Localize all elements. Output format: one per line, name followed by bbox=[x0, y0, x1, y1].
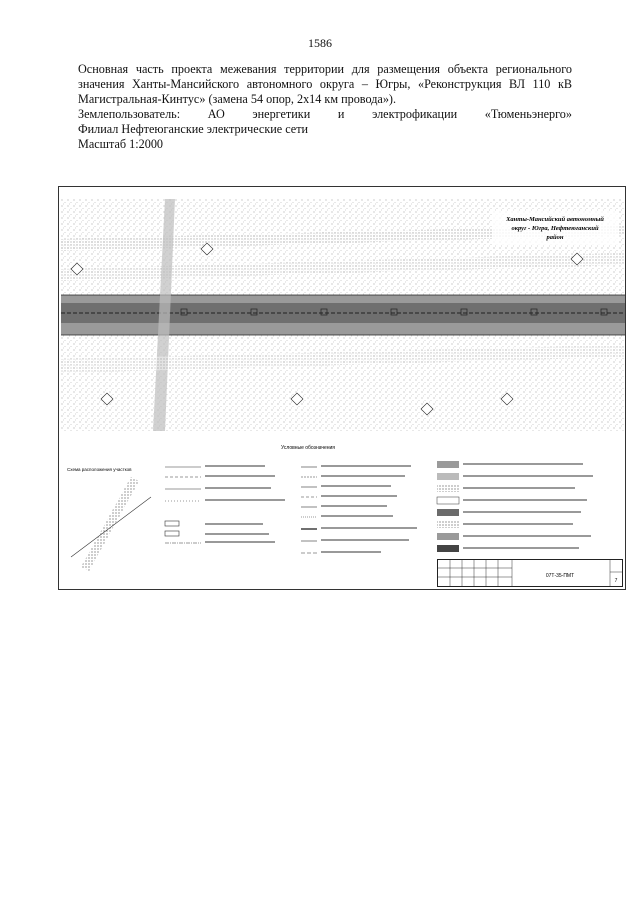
stamp-sheet-number: 7 bbox=[614, 578, 618, 584]
branch-line: Филиал Нефтеюганские электрические сети bbox=[78, 122, 309, 136]
title-line-3: Магистральная-Кинтус» (замена 54 опор, 2х14 км провода»). bbox=[78, 92, 397, 106]
location-scheme-line bbox=[71, 497, 151, 557]
region-label-line: округ - Югра, Нефтеюганский bbox=[511, 225, 599, 232]
legend-column-3-text bbox=[463, 463, 593, 549]
location-scheme-strip bbox=[81, 477, 139, 571]
land-user-word: энергетики bbox=[252, 107, 311, 121]
stamp-code: 07Т-35-ПМТ bbox=[545, 573, 575, 579]
legend-column-2-text bbox=[321, 465, 417, 553]
land-user-word: Землепользователь: bbox=[78, 107, 181, 121]
title-line-2: значения Ханты-Мансийского автономного округа – Югры, «Реконструкция ВЛ 110 кВ bbox=[78, 77, 572, 91]
legend-column-1-text bbox=[205, 465, 285, 543]
legend-title: Условные обозначения bbox=[281, 445, 336, 451]
region-label-line: Ханты-Мансийский автономный bbox=[506, 216, 604, 223]
land-user-line bbox=[78, 107, 572, 122]
land-user-word: электрофикации bbox=[372, 107, 458, 121]
drawing-frame bbox=[58, 186, 626, 590]
land-user-word: АО bbox=[207, 107, 225, 121]
scheme-title: Схема расположения участков bbox=[67, 467, 132, 472]
region-label-line: район bbox=[546, 234, 564, 241]
title-stamp bbox=[437, 559, 623, 587]
legend-column-1 bbox=[165, 467, 201, 543]
land-user-word: «Тюменьэнерго» bbox=[484, 107, 572, 121]
stamp-grid bbox=[438, 560, 622, 586]
survey-map bbox=[61, 199, 625, 431]
legend-column-3 bbox=[437, 461, 459, 552]
document-header bbox=[78, 62, 572, 152]
legend-column-2 bbox=[301, 467, 317, 553]
land-user-word: и bbox=[337, 107, 345, 121]
title-line-1: Основная часть проекта межевания территории для размещения объекта регионального bbox=[78, 62, 572, 76]
page-number: 1586 bbox=[308, 36, 332, 50]
scale-line: Масштаб 1:2000 bbox=[78, 137, 164, 151]
